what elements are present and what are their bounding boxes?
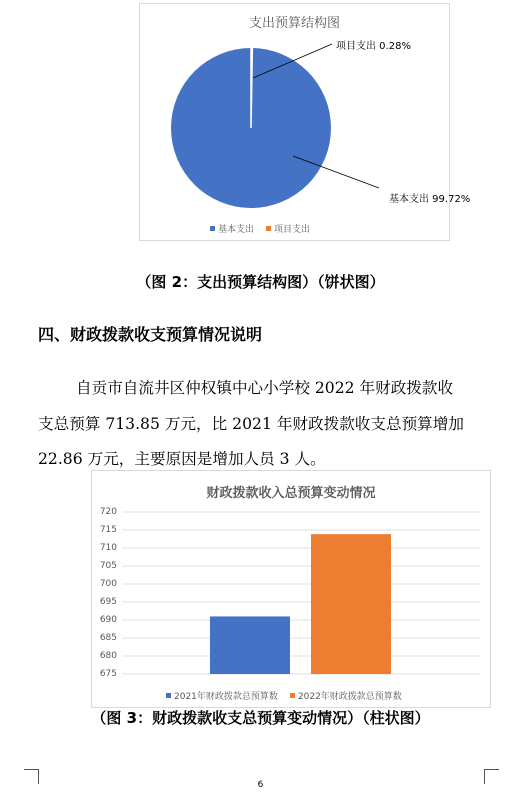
pie-label-basic: 基本支出 99.72% bbox=[389, 194, 471, 205]
page-number: 6 bbox=[257, 780, 264, 790]
paragraph-line-2: 支总预算 713.85 万元，比 2021 年财政拨款收支总预算增加 bbox=[38, 415, 464, 433]
bar-chart-box bbox=[91, 470, 491, 708]
pie-legend bbox=[210, 222, 310, 235]
paragraph-line-1: 自贡市自流井区仲权镇中心小学校 2022 年财政拨款收 bbox=[76, 379, 454, 397]
legend-item-2022 bbox=[290, 689, 402, 702]
pie-chart-title: 支出预算结构图 bbox=[248, 16, 340, 31]
y-tick-695: 695 bbox=[99, 597, 117, 607]
legend-item-basic bbox=[210, 222, 254, 235]
y-tick-705: 705 bbox=[99, 561, 117, 571]
bar-chart-svg bbox=[92, 471, 490, 707]
y-tick-710: 710 bbox=[99, 543, 117, 553]
pie-chart-box bbox=[139, 3, 471, 241]
legend-swatch-2021 bbox=[166, 693, 171, 698]
legend-swatch-project bbox=[266, 226, 271, 231]
y-tick-690: 690 bbox=[99, 615, 117, 625]
figure-3-caption: （图 3：财政拨款收支总预算变动情况）（柱状图） bbox=[91, 709, 430, 727]
bar-2022 bbox=[311, 534, 391, 674]
section-heading: 四、财政拨款收支预算情况说明 bbox=[38, 325, 263, 344]
legend-label-basic: 基本支出 bbox=[218, 225, 255, 235]
bar-chart-title: 财政拨款收入总预算变动情况 bbox=[206, 486, 376, 501]
pie-label-project: 项目支出 0.28% bbox=[336, 41, 411, 52]
y-tick-720: 720 bbox=[99, 507, 117, 517]
figure-2-caption: （图 2：支出预算结构图）（饼状图） bbox=[136, 273, 385, 291]
y-tick-675: 675 bbox=[99, 669, 117, 679]
legend-swatch-2022 bbox=[290, 693, 295, 698]
legend-label-2021: 2021年财政拨款总预算数 bbox=[174, 692, 278, 702]
legend-swatch-basic bbox=[210, 226, 215, 231]
legend-item-2021 bbox=[166, 689, 278, 702]
y-tick-685: 685 bbox=[99, 633, 117, 643]
bar-legend bbox=[166, 689, 402, 702]
bar-2021 bbox=[210, 616, 290, 674]
legend-item-project bbox=[266, 222, 310, 235]
y-tick-700: 700 bbox=[99, 579, 117, 589]
legend-label-project: 项目支出 bbox=[274, 225, 311, 235]
bar-gridlines bbox=[122, 512, 480, 674]
y-tick-680: 680 bbox=[99, 651, 117, 661]
y-tick-715: 715 bbox=[99, 525, 117, 535]
legend-label-2022: 2022年财政拨款总预算数 bbox=[297, 692, 402, 702]
paragraph-line-3: 22.86 万元，主要原因是增加人员 3 人。 bbox=[38, 450, 326, 468]
